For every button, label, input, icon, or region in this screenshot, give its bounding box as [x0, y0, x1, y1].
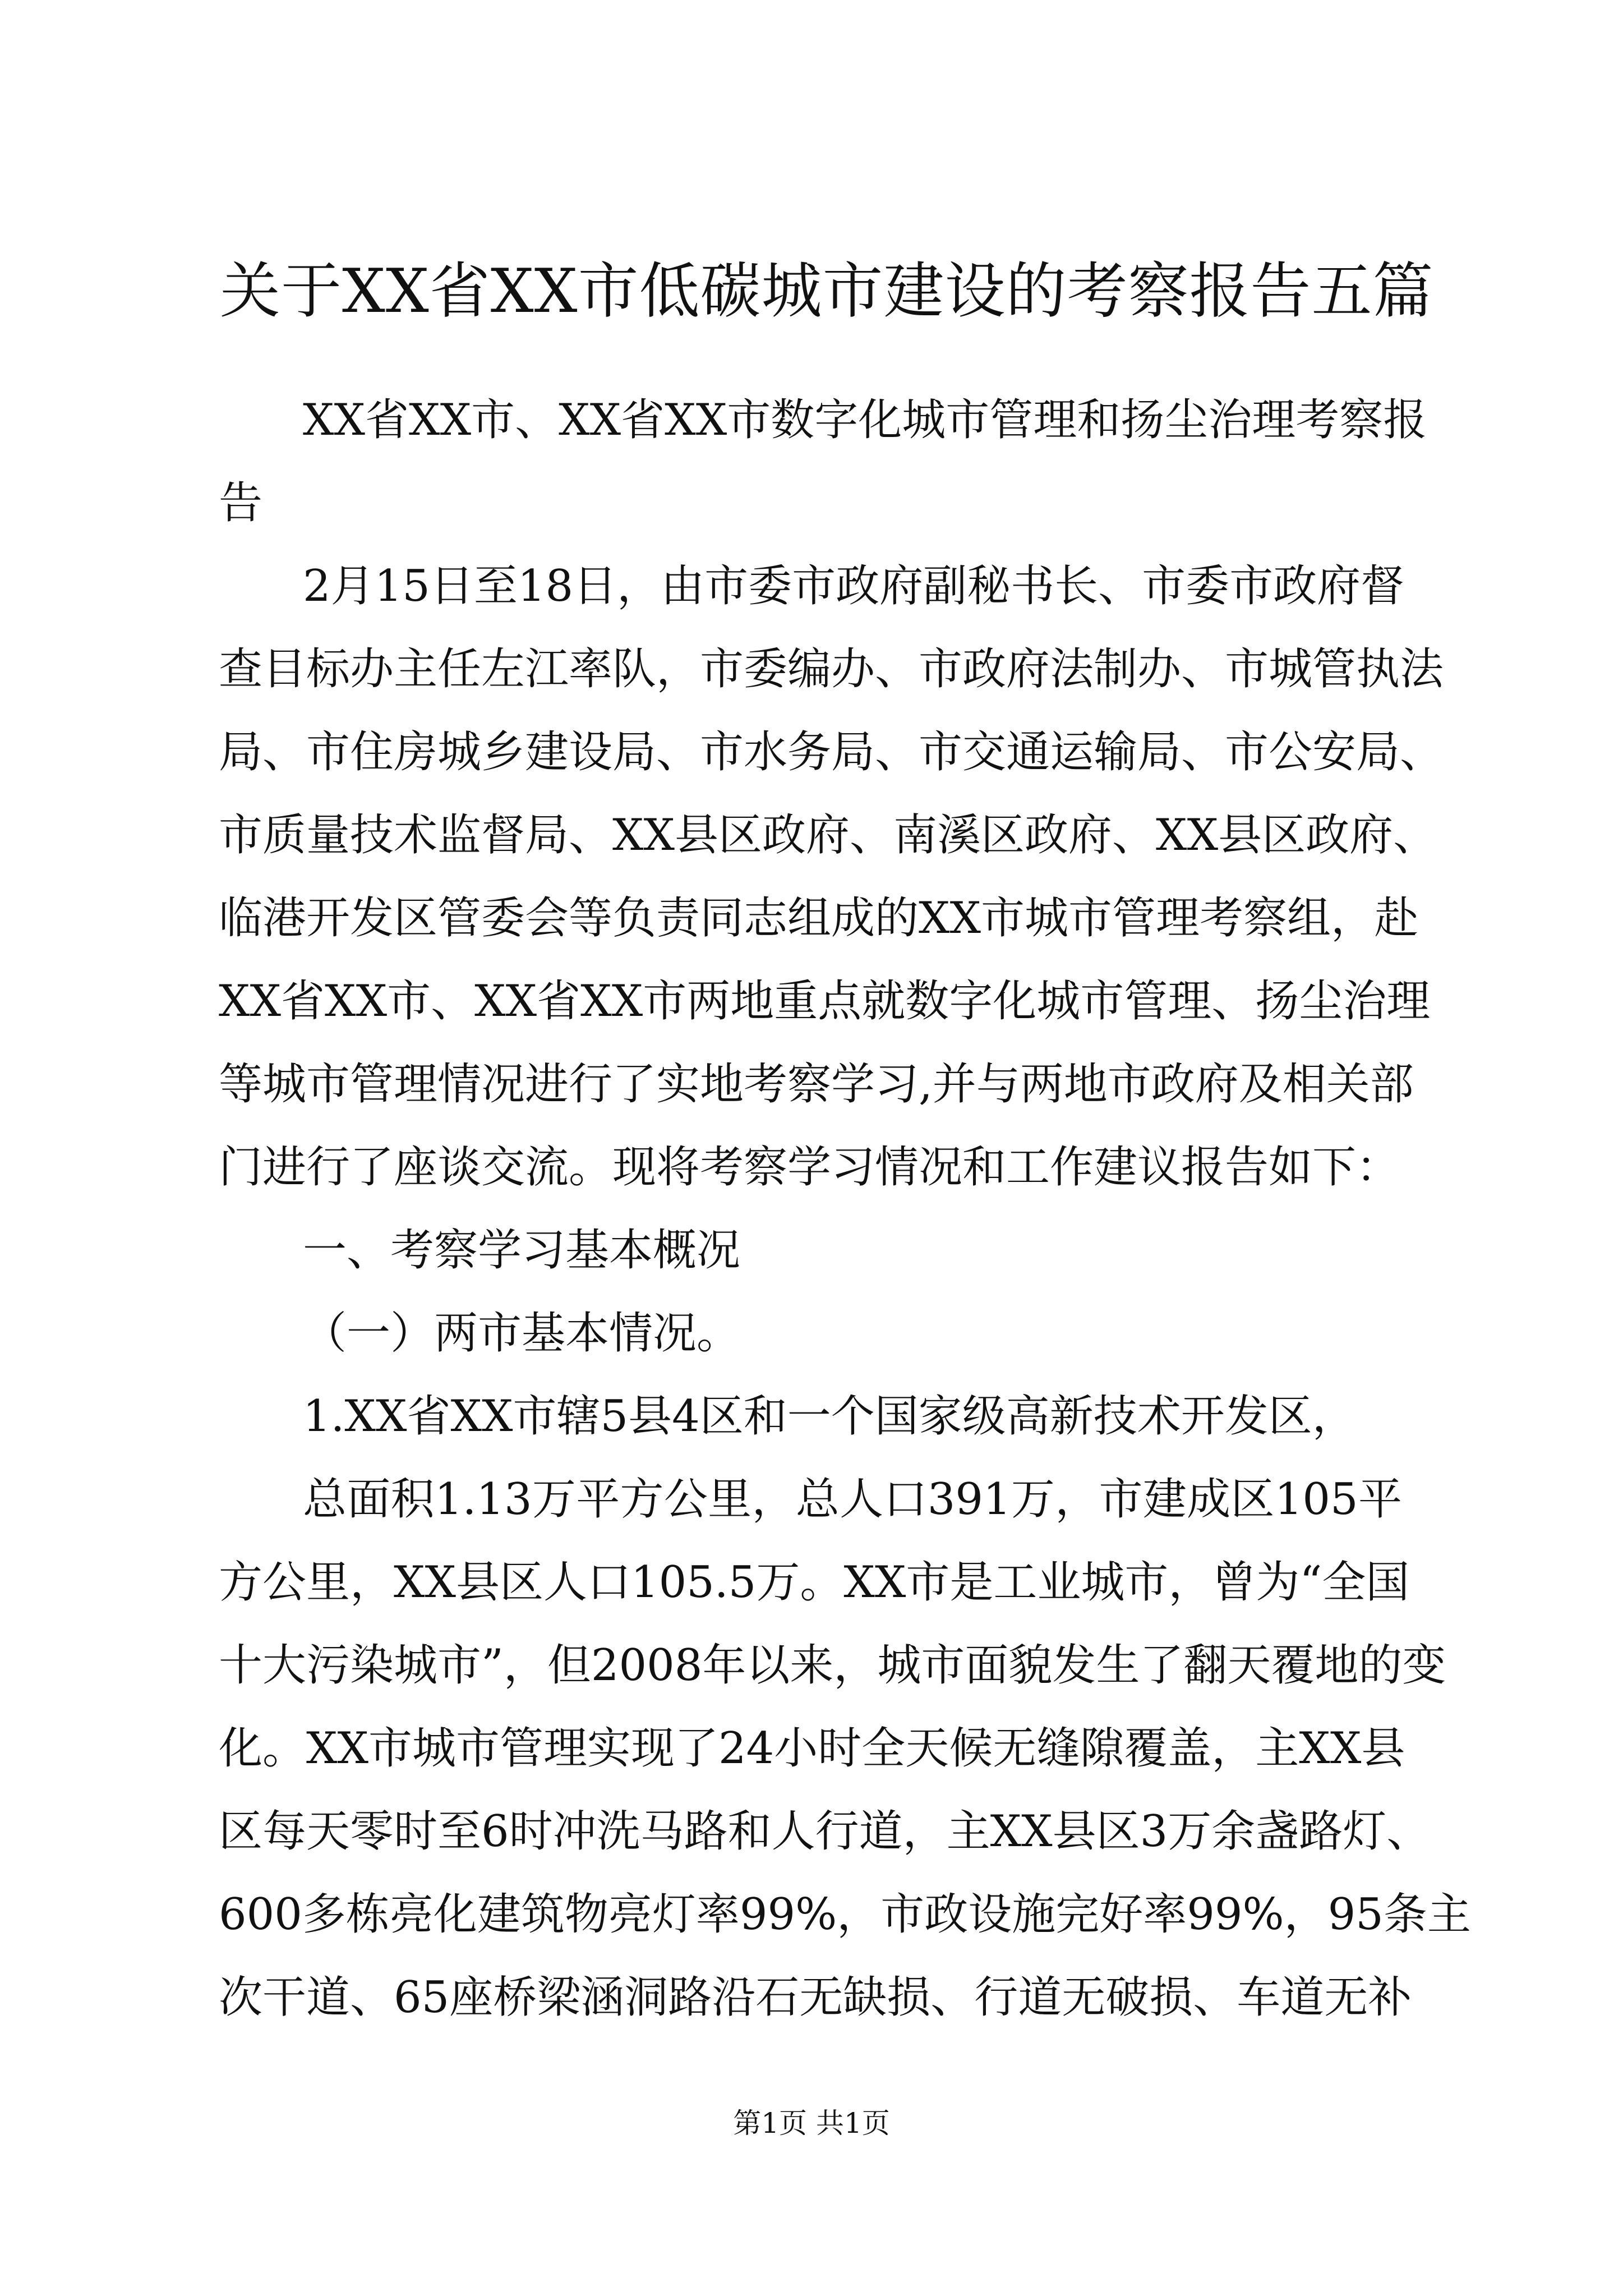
- paragraph-line: 2月15日至18日，由市委市政府副秘书长、市委市政府督: [303, 561, 1405, 611]
- paragraph-line: XX省XX市、XX省XX市数字化城市管理和扬尘治理考察报: [303, 395, 1427, 445]
- paragraph-line: 1.XX省XX市辖5县4区和一个国家级高新技术开发区，: [303, 1391, 1356, 1442]
- paragraph-line: 600多栋亮化建筑物亮灯率99%，市政设施完好率99%，95条主: [219, 1889, 1471, 1940]
- paragraph-line: 总面积1.13万平方公里，总人口391万，市建成区105平: [303, 1474, 1402, 1525]
- section-heading: 一、考察学习基本概况: [303, 1225, 741, 1276]
- paragraph-line: XX省XX市、XX省XX市两地重点就数字化城市管理、扬尘治理: [219, 976, 1431, 1027]
- paragraph-line: 十大污染城市”，但2008年以来，城市面貌发生了翻天覆地的变: [219, 1640, 1446, 1691]
- page-footer: 第1页 共1页: [733, 2107, 890, 2139]
- paragraph-line: 化。XX市城市管理实现了24小时全天候无缝隙覆盖，主XX县: [219, 1723, 1405, 1774]
- paragraph-line: 门进行了座谈交流。现将考察学习情况和工作建议报告如下：: [219, 1142, 1400, 1193]
- document-body: [219, 379, 1471, 2039]
- document-title: 关于XX省XX市低碳城市建设的考察报告五篇: [220, 256, 1434, 326]
- paragraph-line: 等城市管理情况进行了实地考察学习,并与两地市政府及相关部: [219, 1059, 1414, 1110]
- paragraph-line: 局、市住房城乡建设局、市水务局、市交通运输局、市公安局、: [219, 727, 1444, 777]
- paragraph-line: 次干道、65座桥梁涵洞路沿石无缺损、行道无破损、车道无补: [219, 1972, 1412, 2023]
- paragraph-line: 告: [219, 478, 263, 528]
- subsection-heading: （一）两市基本情况。: [303, 1308, 741, 1359]
- paragraph-line: 临港开发区管委会等负责同志组成的XX市城市管理考察组，赴: [219, 893, 1419, 944]
- paragraph-line: 方公里，XX县区人口105.5万。XX市是工业城市，曾为“全国: [219, 1557, 1410, 1608]
- paragraph-line: 查目标办主任左江率队，市委编办、市政府法制办、市城管执法: [219, 644, 1444, 694]
- paragraph-line: 市质量技术监督局、XX县区政府、南溪区政府、XX县区政府、: [219, 810, 1437, 861]
- paragraph-line: 区每天零时至6时冲洗马路和人行道，主XX县区3万余盏路灯、: [219, 1806, 1431, 1857]
